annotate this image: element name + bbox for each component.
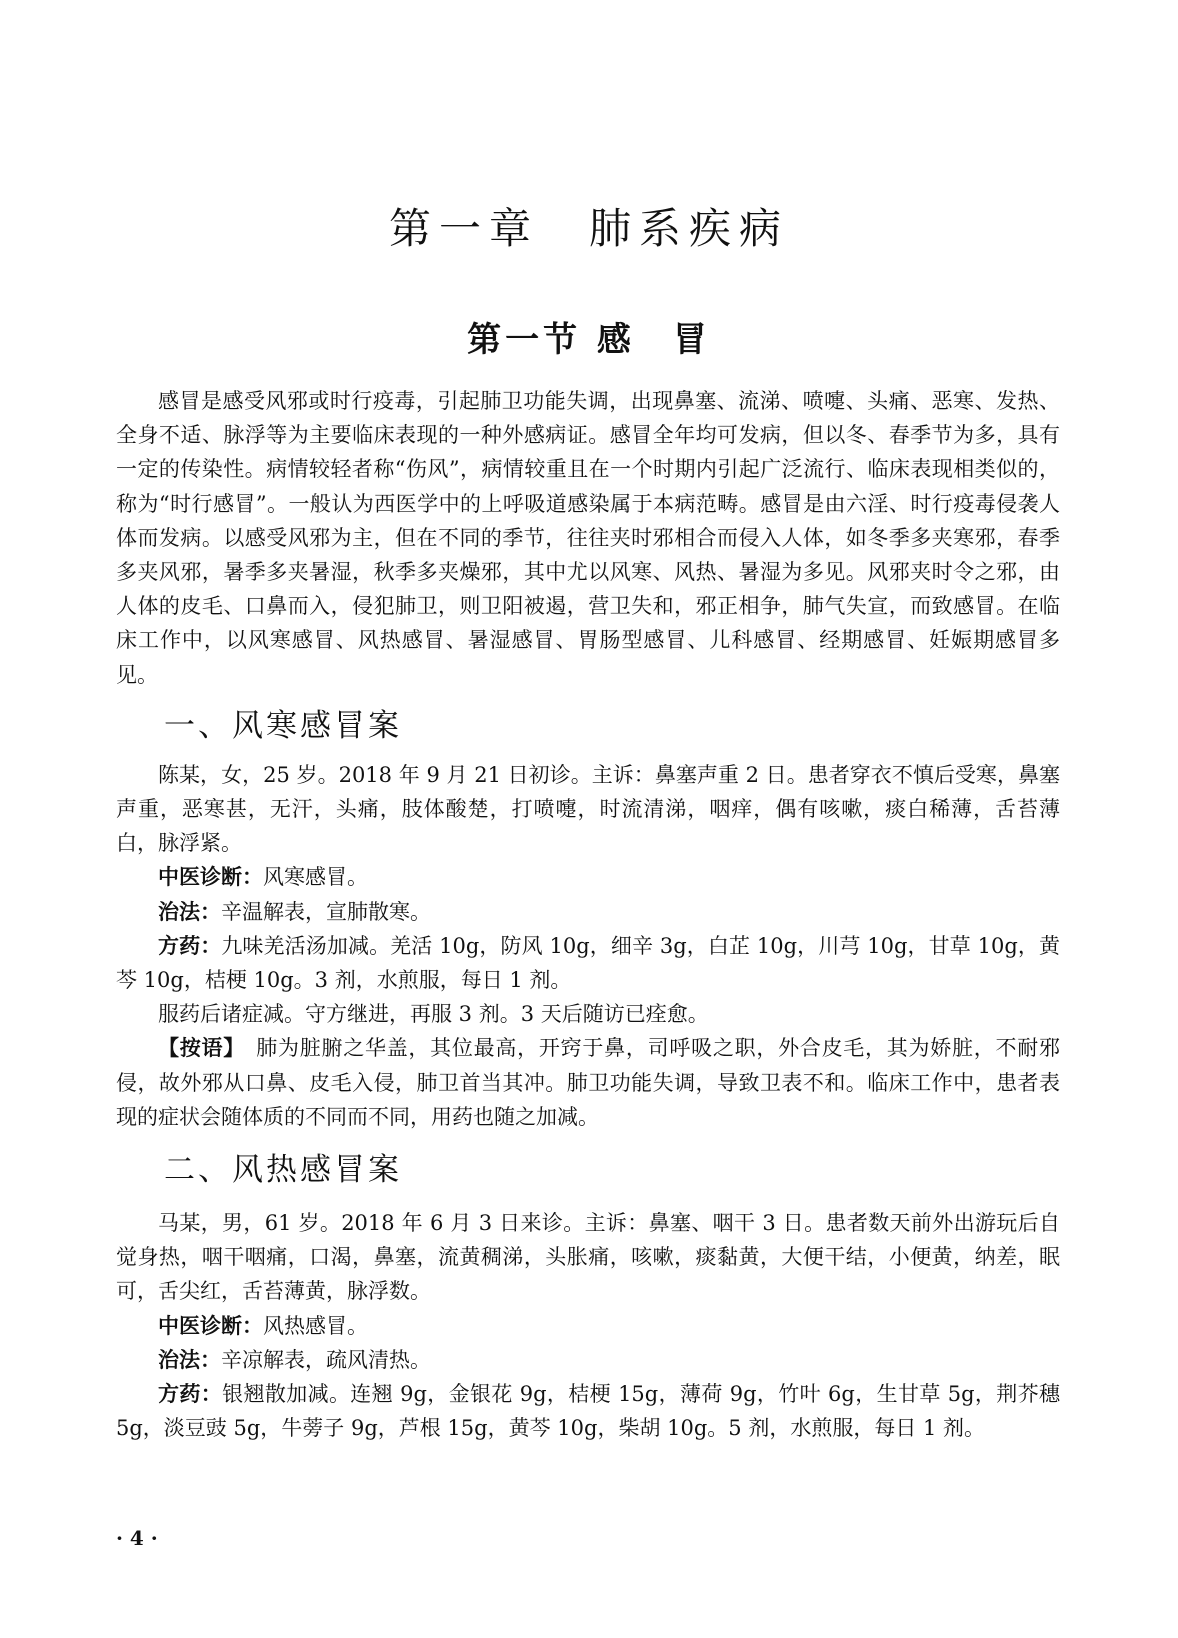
case1-history: 陈某，女，25 岁。2018 年 9 月 21 日初诊。主诉：鼻塞声重 2 日。患者穿衣不慎后受寒，鼻塞声重，恶寒甚，无汗，头痛，肢体酸楚，打喷嚏，时流清涕，咽痒，偶有咳嗽，痰白稀薄，舌苔薄白，脉浮紧。 [116, 762, 1060, 856]
case1-treatment-text: 辛温解表，宣肺散寒。 [221, 899, 431, 924]
case1-diagnosis-label: 中医诊断： [158, 864, 263, 890]
case1-diagnosis-text: 风寒感冒。 [263, 865, 368, 890]
case1-prescription-label: 方药： [158, 932, 222, 958]
page-number: · 4 · [116, 1526, 158, 1550]
case2-prescription-label: 方药： [158, 1381, 223, 1407]
case1-treatment [116, 895, 1060, 929]
page-content [116, 384, 1060, 1445]
section-title: 第一节 感 冒 [467, 320, 711, 360]
case2-diagnosis-label: 中医诊断： [158, 1312, 263, 1338]
case2-treatment-text: 辛凉解表，疏风清热。 [221, 1347, 431, 1372]
case1-followup: 服药后诸症减。守方继进，再服 3 剂。3 天后随访已痊愈。 [158, 1002, 709, 1027]
intro-paragraph: 感冒是感受风邪或时行疫毒，引起肺卫功能失调，出现鼻塞、流涕、喷嚏、头痛、恶寒、发热、全身不适、脉浮等为主要临床表现的一种外感病证。感冒全年均可发病，但以冬、春季节为多，具有一定的传染性。病情较轻者称“伤风”，病情较重且在一个时期内引起广泛流行、临床表现相类似的，称为“时行感冒”。一般认为西医学中的上呼吸道感染属于本病范畴。感冒是由六淫、时行疫毒侵袭人体而发病。以感受风邪为主，但在不同的季节，往往夹时邪相合而侵入人体，如冬季多夹寒邪，春季多夹风邪，暑季多夹暑湿，秋季多夹燥邪，其中尤以风寒、风热、暑湿为多见。风邪夹时令之邪，由人体的皮毛、口鼻而入，侵犯肺卫，则卫阳被遏，营卫失和，邪正相争，肺气失宣，而致感冒。在临床工作中，以风寒感冒、风热感冒、暑湿感冒、胃肠型感冒、儿科感冒、经期感冒、妊娠期感冒多见。 [116, 389, 1060, 687]
case2-diagnosis-text: 风热感冒。 [263, 1313, 368, 1338]
case1-prescription-text: 九味羌活汤加减。羌活 10g，防风 10g，细辛 3g，白芷 10g，川芎 10g，甘草 10g，黄芩 10g，桔梗 10g。3 剂，水煎服，每日 1 剂。 [116, 933, 1061, 993]
case2-prescription [116, 1377, 1060, 1445]
case1-note-label: 【按语】 [158, 1035, 235, 1061]
case2-prescription-text: 银翘散加减。连翘 9g，金银花 9g，桔梗 15g，薄荷 9g，竹叶 6g，生甘草 5g，荆芥穗 5g，淡豆豉 5g，牛蒡子 9g，芦根 15g，黄芩 10g，柴胡 10g。5 剂，水煎服，每日 1 剂。 [116, 1382, 1061, 1441]
case1-note-text: 肺为脏腑之华盖，其位最高，开窍于鼻，司呼吸之职，外合皮毛，其为娇脏，不耐邪侵，故外邪从口鼻、皮毛入侵，肺卫首当其冲。肺卫功能失调，导致卫表不和。临床工作中，患者表现的症状会随体质的不同而不同，用药也随之加减。 [116, 1036, 1061, 1129]
case1-prescription [116, 929, 1060, 997]
case1-diagnosis [116, 860, 1060, 894]
case2-history: 马某，男，61 岁。2018 年 6 月 3 日来诊。主诉：鼻塞、咽干 3 日。患者数天前外出游玩后自觉身热，咽干咽痛，口渴，鼻塞，流黄稠涕，头胀痛，咳嗽，痰黏黄，大便干结，小便黄，纳差，眠可，舌尖红，舌苔薄黄，脉浮数。 [116, 1211, 1060, 1304]
case1-title: 一、风寒感冒案 [164, 707, 402, 744]
case2-treatment-label: 治法： [158, 1346, 221, 1372]
chapter-title: 第一章 肺系疾病 [388, 204, 789, 253]
case2-treatment [116, 1343, 1060, 1377]
case2-title: 二、风热感冒案 [164, 1152, 402, 1189]
case1-note [116, 1031, 1060, 1134]
case1-treatment-label: 治法： [158, 898, 221, 924]
case2-diagnosis [116, 1309, 1060, 1343]
